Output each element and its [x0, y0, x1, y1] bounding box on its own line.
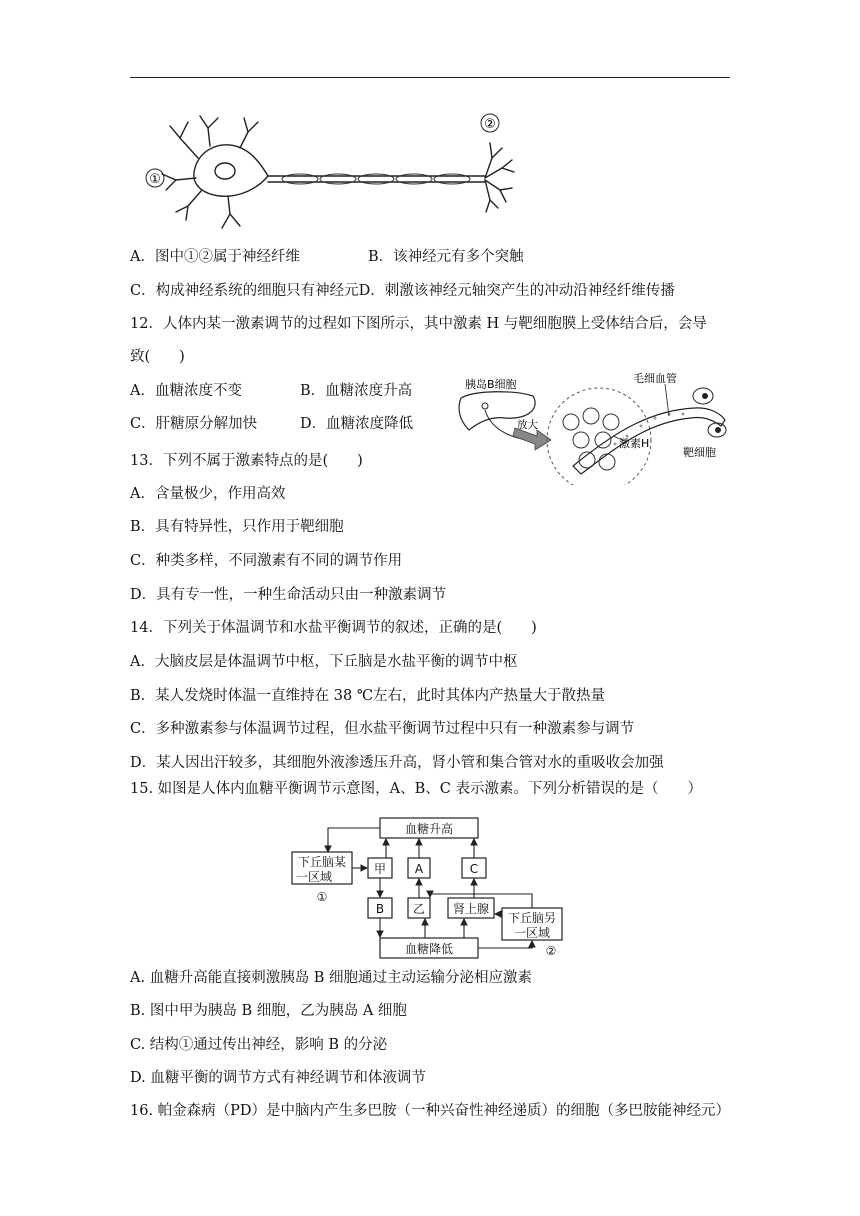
neuron-label-2: ② — [484, 117, 496, 132]
mark-1: ① — [316, 890, 328, 904]
q15-option-c: C. 结构①通过传出神经，影响 B 的分泌 — [130, 1037, 388, 1053]
q12-stem-line2: 致( ) — [130, 349, 185, 365]
q13-stem: 13．下列不属于激素特点的是( ) — [130, 453, 363, 469]
box-hormone-a: A — [414, 862, 424, 876]
mark-2: ② — [545, 944, 557, 958]
q11-option-d: D．刺激该神经元轴突产生的冲动沿神经纤维传播 — [358, 283, 675, 299]
box-hypothalamus1-l1: 下丘脑某 — [297, 855, 347, 869]
capillary-label: 毛细血管 — [633, 372, 677, 385]
q11-option-c-d — [130, 281, 675, 301]
q13-option-c: C．种类多样，不同激素有不同的调节作用 — [130, 553, 403, 569]
box-glucose-down: 血糖降低 — [404, 942, 454, 956]
q15-option-b: B. 图中甲为胰岛 B 细胞，乙为胰岛 A 细胞 — [130, 1003, 407, 1019]
neuron-figure — [140, 108, 540, 238]
box-glucose-up: 血糖升高 — [404, 822, 454, 836]
q16-stem: 16. 帕金森病（PD）是中脑内产生多巴胺（一种兴奋性神经递质）的细胞（多巴胺能神经元） — [130, 1103, 731, 1119]
box-jia: 甲 — [373, 862, 387, 876]
q14-option-a: A．大脑皮层是体温调节中枢，下丘脑是水盐平衡的调节中枢 — [130, 654, 518, 670]
box-hormone-c: C — [469, 862, 479, 876]
box-hormone-b: B — [375, 902, 385, 916]
q11-option-a: A．图中①②属于神经纤维 — [130, 249, 300, 265]
hormone-h-label: 激素H — [619, 437, 650, 450]
islet-cell-label: 胰岛B细胞 — [465, 378, 517, 391]
box-hypothalamus1-l2: 一区域 — [295, 870, 333, 884]
q12-stem-line1: 12．人体内某一激素调节的过程如下图所示，其中激素 H 与靶细胞膜上受体结合后，会导 — [130, 316, 707, 332]
q13-option-b: B．具有特异性，只作用于靶细胞 — [130, 519, 344, 535]
q15-option-a: A. 血糖升高能直接刺激胰岛 B 细胞通过主动运输分泌相应激素 — [130, 970, 533, 986]
box-yi: 乙 — [412, 902, 426, 916]
box-hypothalamus2-l1: 下丘脑另 — [507, 911, 557, 925]
q12-option-c: C．肝糖原分解加快 — [130, 416, 258, 432]
q14-stem: 14．下列关于体温调节和水盐平衡调节的叙述，正确的是( ) — [130, 620, 537, 636]
q15-stem: 15. 如图是人体内血糖平衡调节示意图，A、B、C 表示激素。下列分析错误的是（ ） — [130, 781, 702, 797]
q11-option-c: C．构成神经系统的细胞只有神经元 — [130, 283, 359, 299]
q14-option-d: D．某人因出汗较多，其细胞外液渗透压升高，肾小管和集合管对水的重吸收会加强 — [130, 755, 664, 771]
magnify-label: 放大 — [517, 419, 538, 431]
q12-option-b: B．血糖浓度升高 — [300, 383, 413, 399]
q14-option-b: B．某人发烧时体温一直维持在 38 ℃左右，此时其体内产热量大于散热量 — [130, 688, 606, 704]
target-cell-label: 靶细胞 — [683, 446, 716, 459]
glucose-regulation-diagram — [288, 814, 570, 964]
hormone-figure — [455, 370, 740, 485]
q12-option-a: A．血糖浓度不变 — [130, 383, 242, 399]
q11-option-b: B．该神经元有多个突触 — [368, 249, 524, 265]
q15-option-d: D. 血糖平衡的调节方式有神经调节和体液调节 — [130, 1070, 426, 1086]
q13-option-a: A．含量极少，作用高效 — [130, 486, 286, 502]
box-hypothalamus2-l2: 一区域 — [513, 926, 551, 940]
header-rule — [130, 77, 730, 78]
q13-option-d: D．具有专一性，一种生命活动只由一种激素调节 — [130, 587, 447, 603]
neuron-label-1: ① — [149, 172, 161, 187]
q12-option-d: D．血糖浓度降低 — [300, 416, 414, 432]
box-adrenal: 肾上腺 — [452, 902, 490, 916]
q14-option-c: C．多种激素参与体温调节过程，但水盐平衡调节过程中只有一种激素参与调节 — [130, 721, 635, 737]
